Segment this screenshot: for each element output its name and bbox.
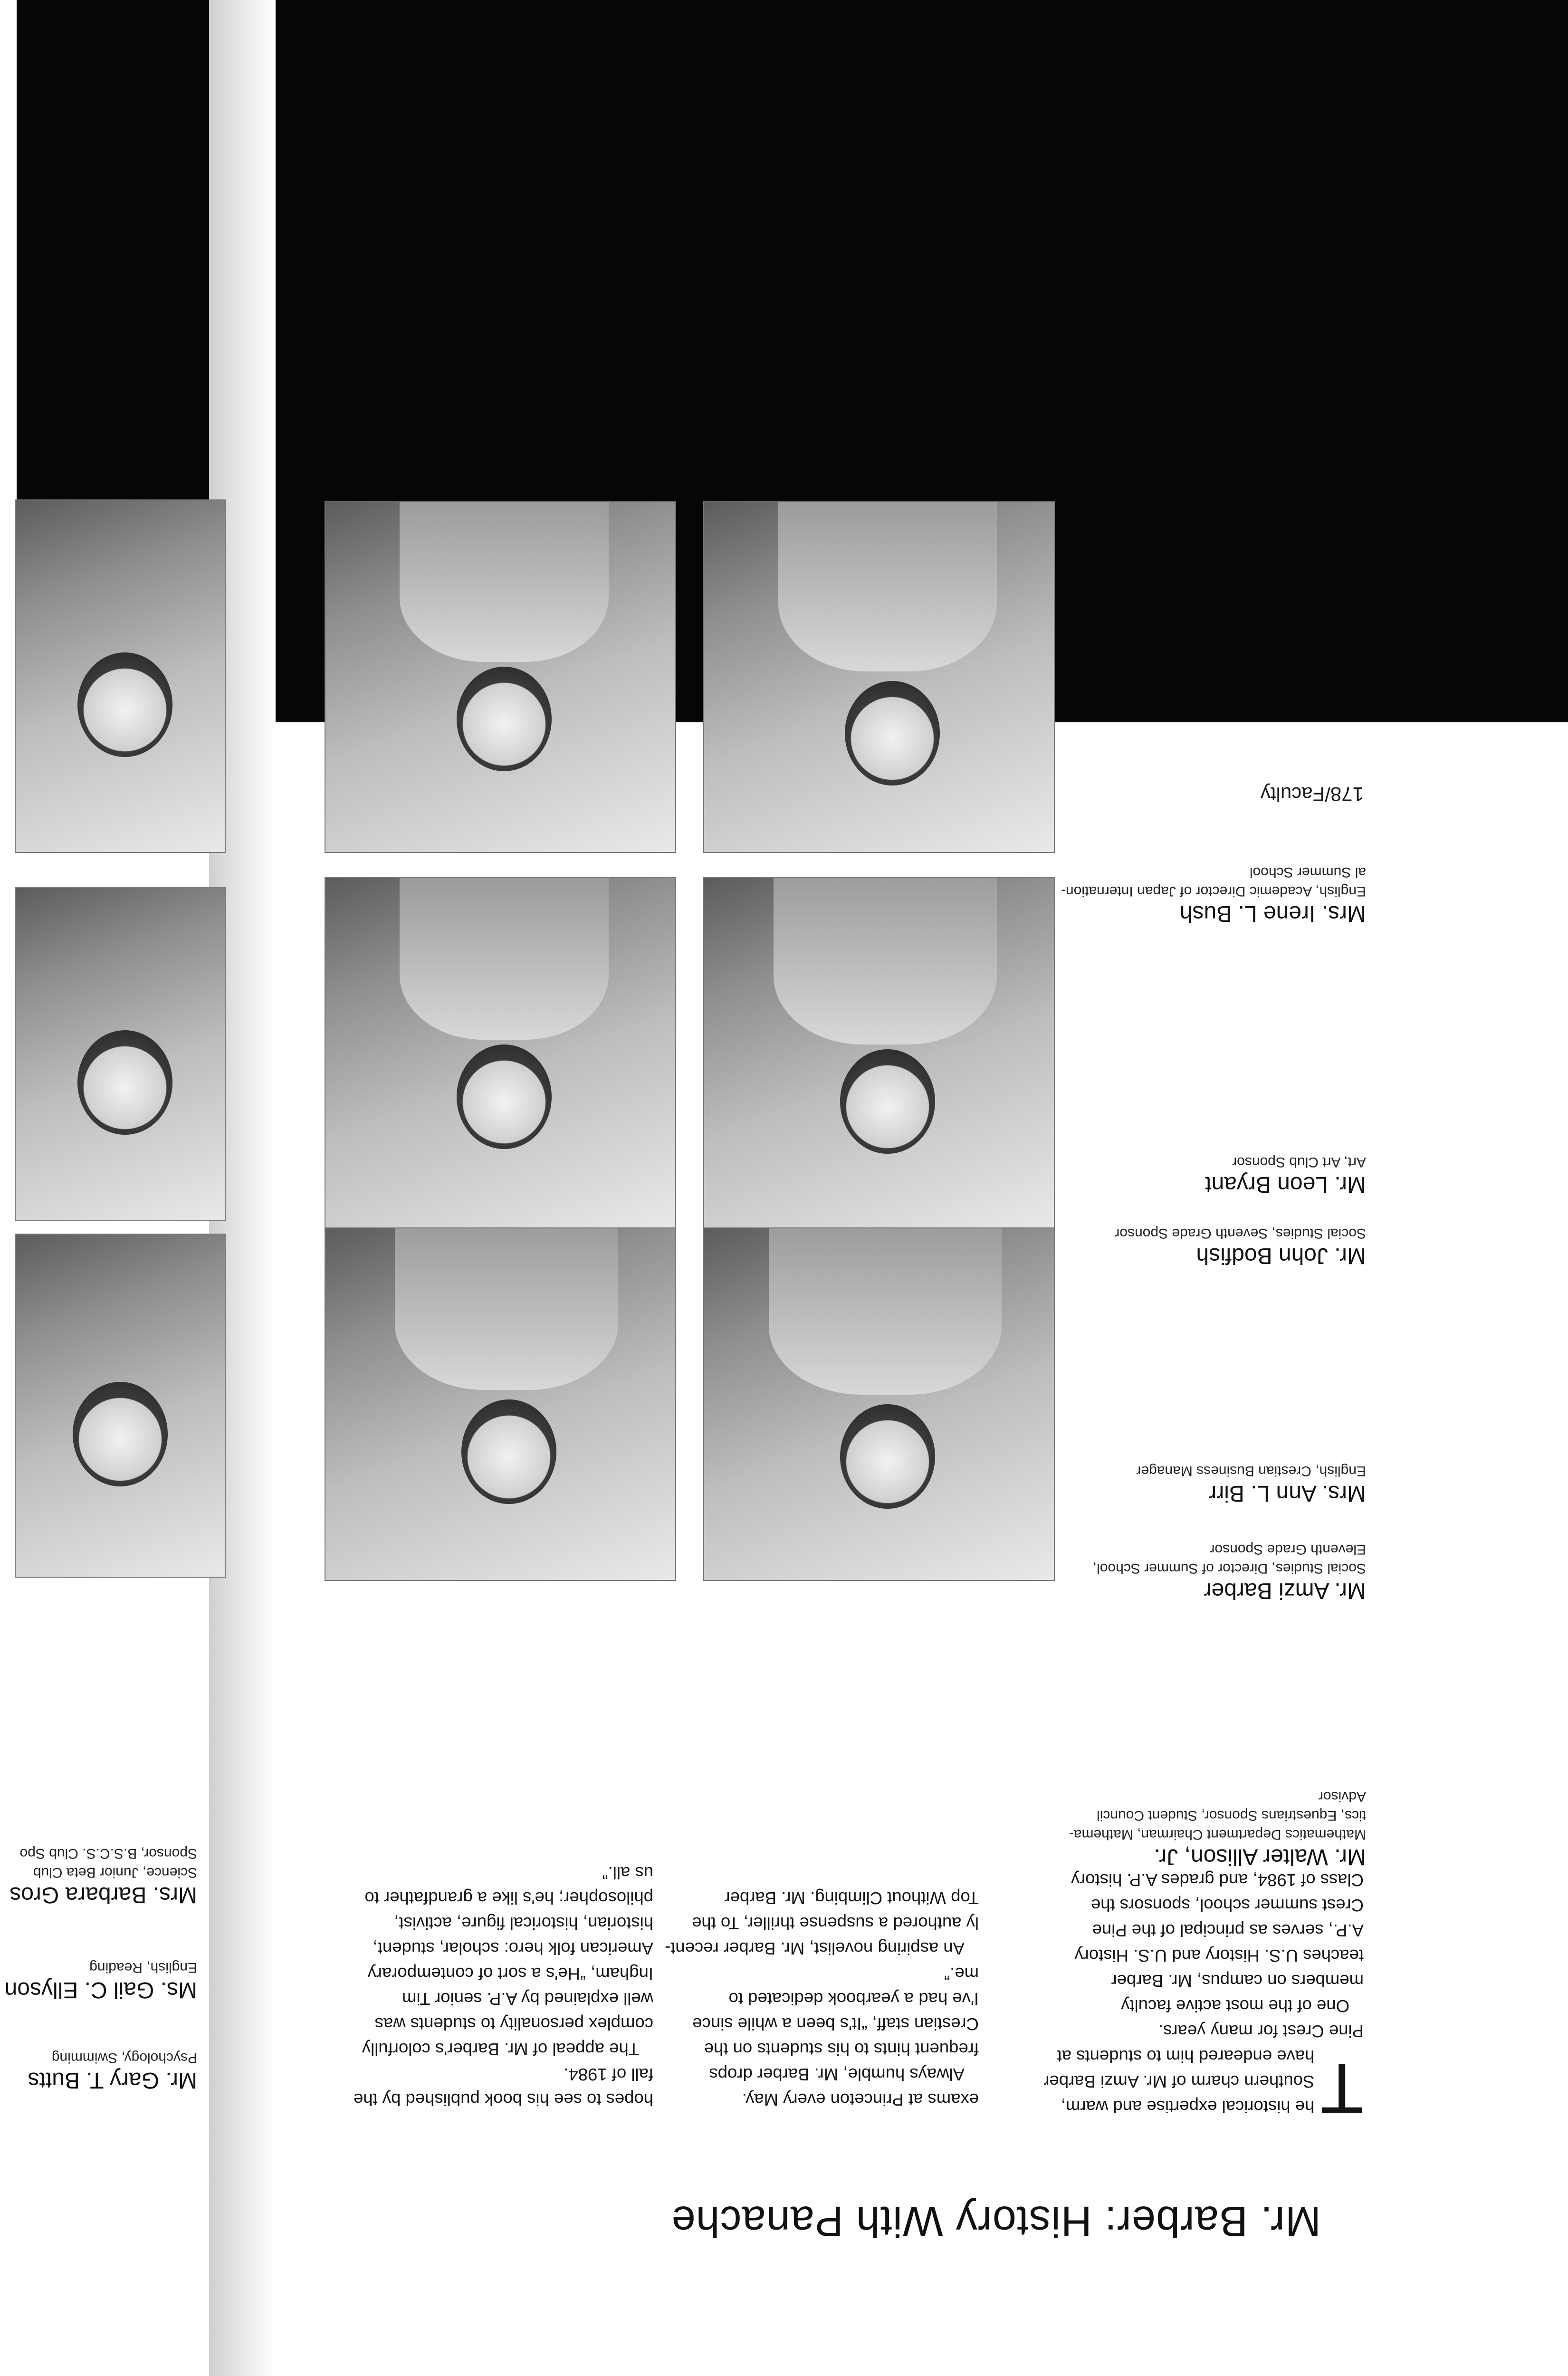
- caption-walter-allison: [1069, 1787, 1366, 1870]
- caption-john-bodfish: [1115, 1224, 1366, 1269]
- story-line: Top Without Climbing. Mr. Barber: [724, 1888, 979, 1908]
- photo-ann-birr: [325, 877, 676, 1231]
- story-line: historian, historical figure, activist,: [394, 1914, 653, 1933]
- caption-leon-bryant: [1205, 1152, 1366, 1198]
- story-line: I've had a yearbook dedicated to: [728, 1989, 979, 2009]
- story-line: American folk hero: scholar, student,: [373, 1939, 653, 1958]
- faculty-role: Eleventh Grade Sponsor: [1210, 1542, 1366, 1557]
- faculty-role: Art, Art Club Sponsor: [1232, 1154, 1366, 1170]
- faculty-role: Science, Junior Beta Club: [33, 1865, 197, 1880]
- story-line: members on campus, Mr. Barber: [1111, 1971, 1364, 1991]
- faculty-name: Mr. Walter Allison, Jr.: [1154, 1844, 1366, 1869]
- caption-irene-bush: [1061, 862, 1366, 927]
- story-line: us all.”: [602, 1863, 653, 1883]
- caption-barbara-gros: [10, 1844, 197, 1908]
- caption-gail-ellyson: [5, 1958, 197, 2003]
- faculty-role: al Summer School: [1249, 864, 1366, 880]
- faculty-role: Psychology, Swimming: [51, 2050, 197, 2066]
- photo-leon-bryant: [325, 501, 676, 853]
- faculty-name: Mr. Gary T. Butts: [28, 2068, 197, 2093]
- faculty-role: Advisor: [1318, 1789, 1366, 1804]
- faculty-role: Sponsor, B.S.C.S. Club Spo: [19, 1846, 197, 1861]
- photo-john-bodfish: [703, 877, 1055, 1231]
- photo-irene-bush: [703, 501, 1055, 853]
- story-line: exams at Princeton every May.: [742, 2090, 979, 2109]
- story-line: The appeal of Mr. Barber's colorfully: [362, 2040, 639, 2059]
- faculty-name: Mrs. Ann L. Birr: [1209, 1481, 1366, 1506]
- story-line: complex personality to students was: [374, 2014, 653, 2034]
- story-line: Crestian staff, “It's been a while since: [692, 2014, 979, 2034]
- faculty-name: Mr. John Bodfish: [1196, 1243, 1366, 1268]
- faculty-name: Mrs. Irene L. Bush: [1179, 901, 1366, 926]
- story-line: fall of 1984.: [564, 2065, 653, 2084]
- faculty-role: English, Crestian Business Manager: [1136, 1463, 1366, 1479]
- faculty-name: Mrs. Barbara Gros: [10, 1882, 197, 1907]
- faculty-role: Social Studies, Director of Summer School,: [1092, 1561, 1366, 1576]
- story-line: One of the most active faculty: [1121, 1996, 1349, 2016]
- story-line: Class of 1984, and grades A.P. history: [1071, 1870, 1364, 1890]
- story-line: philosopher; he's like a grandfather to: [364, 1888, 653, 1908]
- faculty-role: English, Academic Director of Japan Internation-: [1061, 883, 1366, 899]
- photo-barbara-gros: [15, 1234, 226, 1578]
- story-line: Always humble, Mr. Barber drops: [709, 2065, 965, 2084]
- story-line: A.P., serves as principal of the Pine: [1092, 1921, 1364, 1940]
- story-line: teaches U.S. History and U.S. History: [1074, 1946, 1364, 1965]
- story-line: ly authored a suspense thriller, To the: [692, 1914, 979, 1933]
- story-column-3: [292, 1860, 653, 2112]
- photo-gary-butts: [15, 499, 226, 853]
- story-line: Ingham, “He's a sort of contemporary: [367, 1964, 653, 1983]
- story-line: me.”: [944, 1964, 979, 1983]
- story-column-2: [627, 1886, 979, 2112]
- faculty-role: English, Reading: [89, 1960, 197, 1975]
- photo-amzi-barber: [703, 1227, 1055, 1581]
- faculty-role: Mathematics Department Chairman, Mathema-: [1069, 1827, 1366, 1842]
- faculty-role: Social Studies, Seventh Grade Sponsor: [1115, 1226, 1366, 1241]
- caption-gary-butts: [28, 2048, 197, 2093]
- faculty-name: Mr. Leon Bryant: [1205, 1172, 1366, 1197]
- faculty-name: Mr. Amzi Barber: [1204, 1578, 1366, 1603]
- story-line: Crest summer school, sponsors the: [1090, 1896, 1364, 1915]
- story-line: An aspiring novelist, Mr. Barber recent-: [665, 1939, 965, 1958]
- faculty-role: tics, Equestrians Sponsor, Student Council: [1097, 1808, 1366, 1823]
- story-line: Southern charm of Mr. Amzi Barber: [1043, 2072, 1315, 2091]
- photo-walter-allison: [325, 1227, 676, 1581]
- story-line: frequent hints to his students on the: [704, 2040, 979, 2059]
- story-headline: Mr. Barber: History With Panache: [671, 2197, 1321, 2245]
- page-folio: 178/Faculty: [1260, 783, 1364, 805]
- faculty-name: Ms. Gail C. Ellyson: [4, 1977, 197, 2002]
- story-line: he historical expertise and warm,: [1061, 2097, 1315, 2117]
- caption-ann-birr: [1136, 1461, 1366, 1506]
- story-line: hopes to see his book published by the: [353, 2090, 653, 2109]
- story-column-1: [1003, 1868, 1364, 2128]
- photo-gail-ellyson: [15, 887, 226, 1221]
- story-line: well explained by A.P. senior Tim: [402, 1989, 653, 2009]
- story-line: have endeared him to students at: [1057, 2047, 1315, 2066]
- caption-amzi-barber: [1093, 1540, 1366, 1604]
- story-dropcap: T: [1320, 2049, 1364, 2128]
- story-line: Pine Crest for many years.: [1158, 2022, 1364, 2041]
